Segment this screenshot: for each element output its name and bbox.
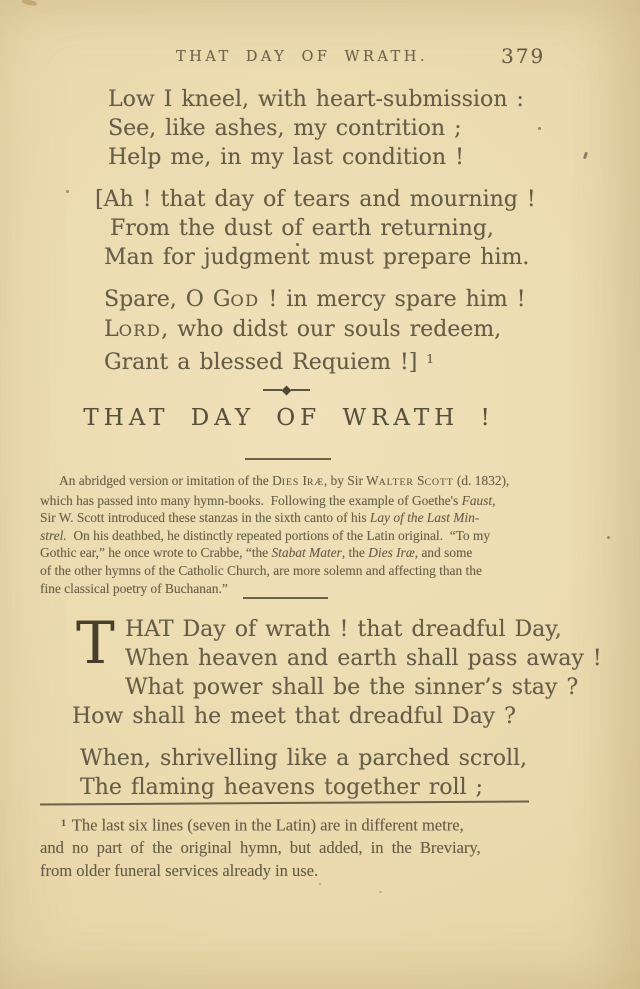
note-rule: [243, 597, 328, 599]
section-divider-ornament: [260, 386, 312, 394]
diamond-icon: [281, 385, 291, 395]
hymn-stanzas: [95, 85, 536, 390]
ornament-rule-left: [263, 389, 282, 391]
poem-line: Spare, O GOD ! in mercy spare him !: [104, 287, 526, 312]
page-number: 379: [501, 44, 546, 68]
poem-line: See, like ashes, my contrition ;: [108, 116, 462, 141]
stanza: [95, 185, 536, 272]
scan-speck: [607, 536, 610, 539]
poem-line: Grant a blessed Requiem !] $^1$: [104, 350, 434, 376]
note-line: An abridged version or imitation of the DIES IRÆ, by Sir WALTER SCOTT (d. 1832),: [59, 473, 510, 488]
note-line: which has passed into many hymn-books. Following the example of Goethe's Faust,: [40, 492, 496, 508]
poem-line: When heaven and earth shall pass away !: [125, 646, 602, 671]
scan-speck: [538, 127, 541, 130]
scan-speck: [583, 152, 588, 160]
running-header-title: THAT DAY OF WRATH.: [176, 49, 428, 65]
drop-cap: T: [76, 609, 115, 677]
scan-speck: [379, 891, 382, 893]
poem-line: How shall he meet that dreadful Day ?: [72, 704, 516, 729]
note-line: of the other hymns of the Catholic Church, are more solemn and affecting than the: [40, 562, 482, 578]
note-line: Sir W. Scott introduced these stanzas in the sixth canto of his Lay of the Last Min-: [40, 510, 480, 526]
stanza: [104, 85, 536, 172]
poem-line: [Ah ! that day of tears and mourning !: [95, 187, 536, 212]
poem-line: LORD, who didst our souls redeem,: [104, 317, 502, 342]
stanza: [72, 744, 549, 802]
scan-speck: [66, 190, 69, 193]
poem-line: What power shall be the sinner’s stay ?: [125, 675, 579, 700]
stanza: [104, 285, 536, 377]
scan-speck: [319, 883, 321, 885]
poem-line: From the dust of earth returning,: [110, 216, 494, 241]
footnote: [40, 812, 580, 882]
poem-line: When, shrivelling like a parched scroll,: [80, 746, 528, 771]
note-line: Gothic ear,” he once wrote to Crabbe, “the Stabat Mater, the Dies Iræ, and some: [40, 545, 473, 561]
title-rule: [245, 458, 331, 460]
poem-line: Help me, in my last condition !: [108, 145, 464, 170]
hymn-opening-stanzas: [72, 609, 602, 815]
note-line: fine classical poetry of Buchanan.”: [40, 580, 228, 596]
footnote-line: and no part of the original hymn, but added, in the Breviary,: [40, 838, 481, 858]
footnote-line: $^1$ The last six lines (seven in the Latin) are in different metre,: [61, 815, 464, 835]
poem-line: Man for judgment must prepare him.: [104, 245, 530, 270]
stanza: [72, 609, 602, 731]
poem-line: Low I kneel, with heart-submission :: [108, 87, 524, 112]
poem-line: HAT Day of wrath ! that dreadful Day,: [125, 617, 562, 642]
footnote-line: from older funeral services already in use.: [40, 861, 319, 881]
section-title: THAT DAY OF WRATH !: [83, 405, 495, 431]
scan-speck: [22, 0, 38, 7]
poem-line: The flaming heavens together roll ;: [80, 775, 483, 800]
note-line: strel. On his deathbed, he distinctly repeated portions of the Latin original. “To my: [40, 527, 491, 543]
ornament-rule-right: [291, 389, 310, 391]
editorial-note: [40, 472, 580, 597]
